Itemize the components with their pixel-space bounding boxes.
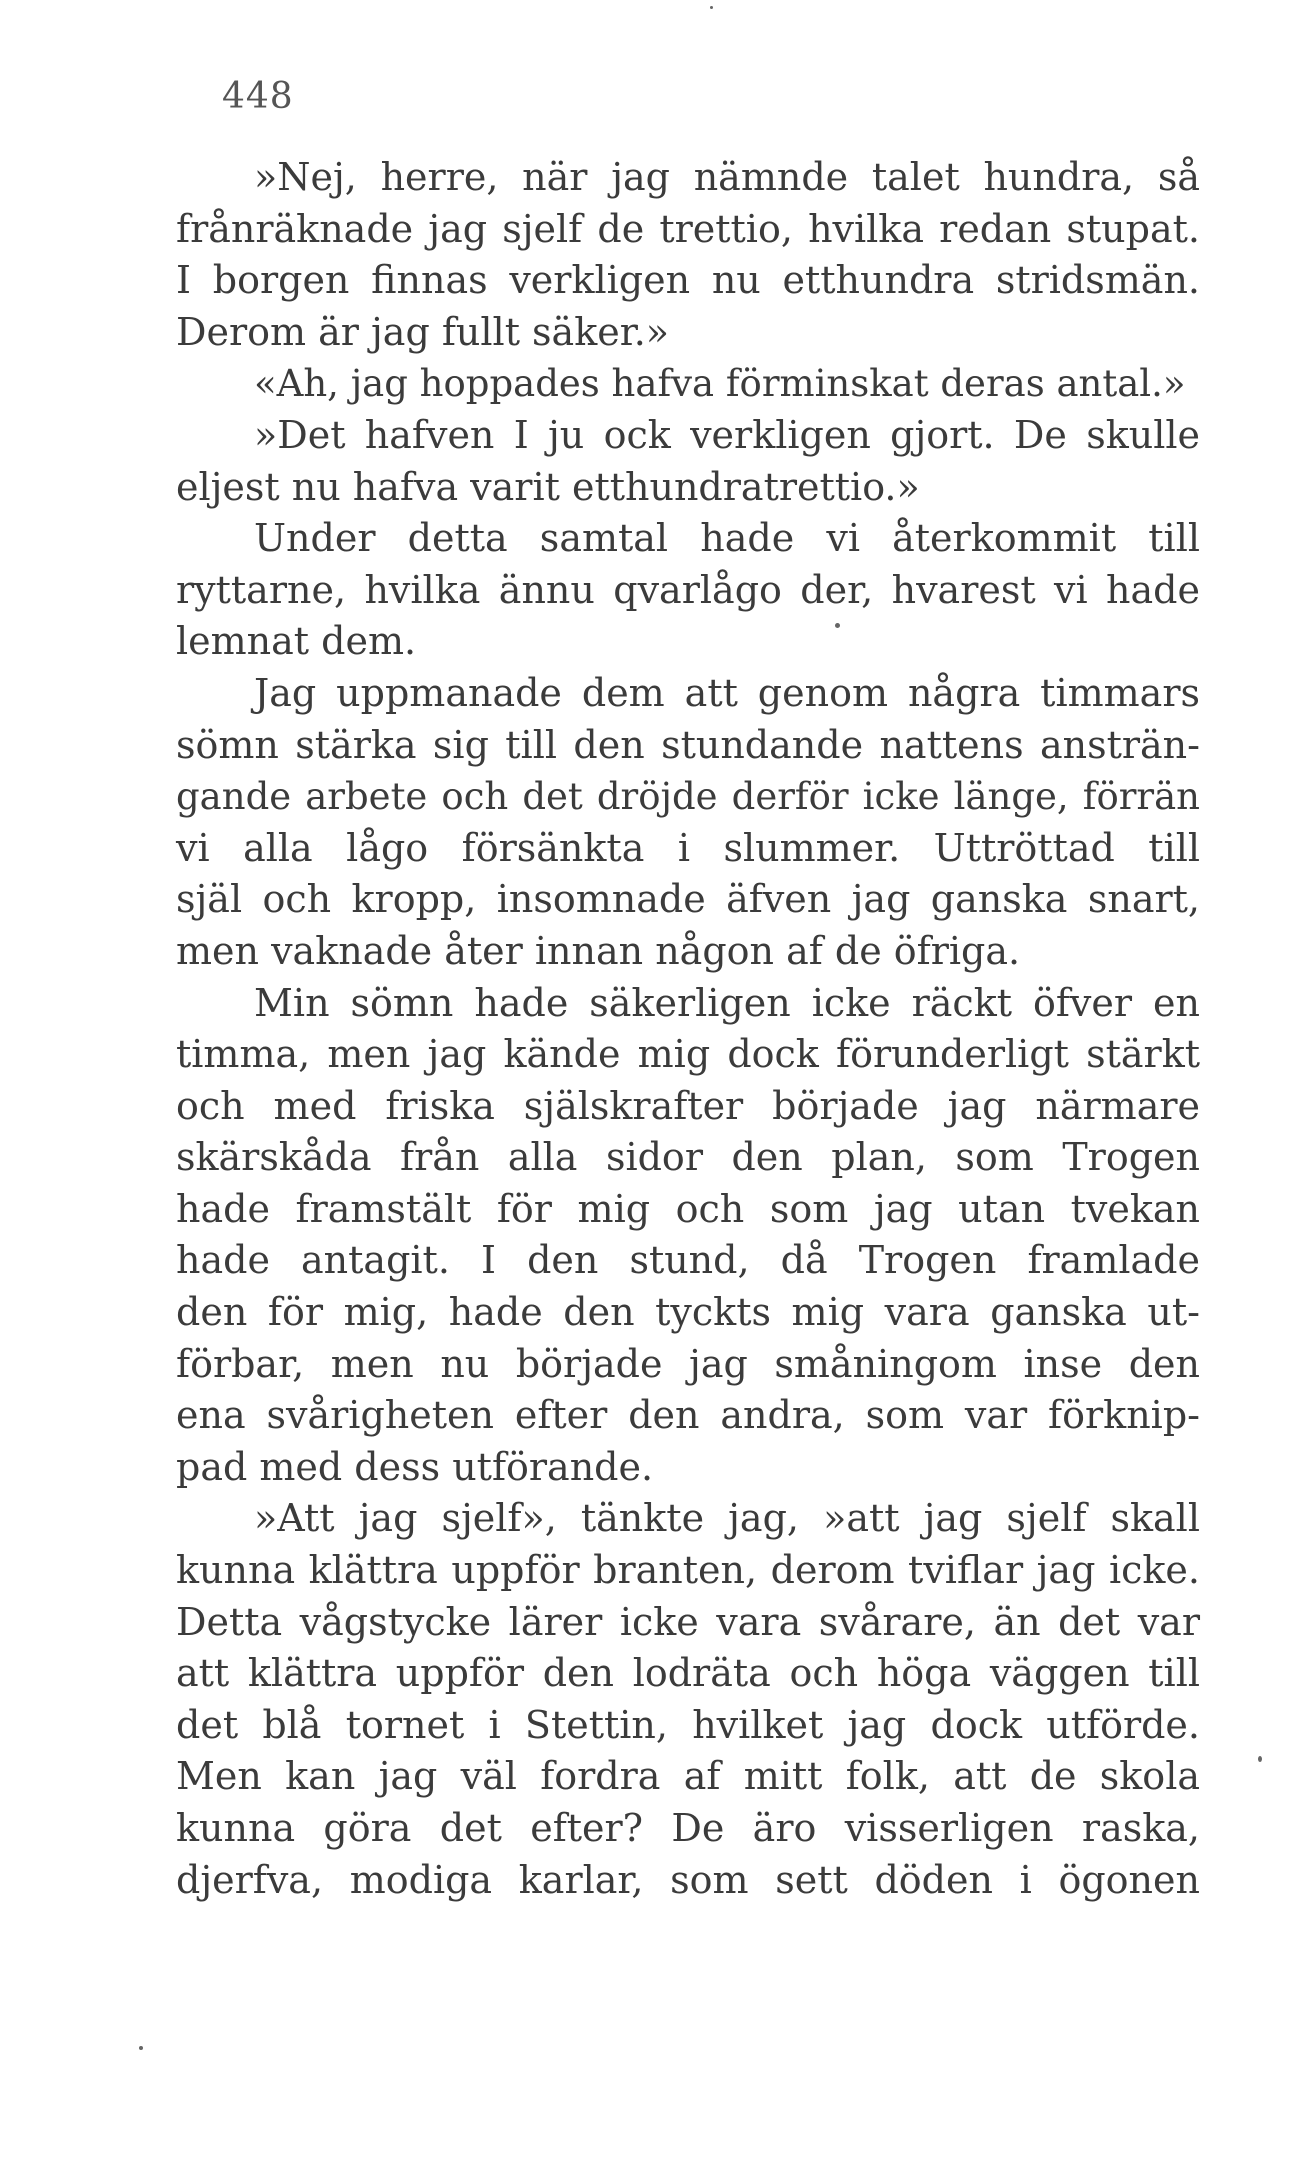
- print-speck: [139, 2046, 143, 2050]
- text-line: Under detta samtal hade vi återkommit till: [254, 516, 1200, 561]
- text-line: pad med dess utförande.: [176, 1444, 654, 1489]
- text-line: kunna göra det efter? De äro visserligen raska,: [176, 1806, 1200, 1850]
- text-line: ena svårigheten efter den andra, som var förknip-: [176, 1393, 1200, 1438]
- text-line: ryttarne, hvilka ännu qvarlågo der, hvarest vi hade: [176, 567, 1200, 612]
- text-line: Min sömn hade säkerligen icke räckt öfver en: [254, 980, 1200, 1025]
- text-line: själ och kropp, insomnade äfven jag ganska snart,: [176, 877, 1200, 922]
- print-speck: [710, 6, 713, 9]
- text-line: Derom är jag fullt säker.»: [176, 309, 670, 354]
- text-line: sömn stärka sig till den stundande nattens ansträn-: [176, 722, 1200, 767]
- text-line: Detta vågstycke lärer icke vara svårare, än det var: [176, 1599, 1200, 1644]
- text-line: »Att jag sjelf», tänkte jag, »att jag sjelf skall: [254, 1496, 1200, 1541]
- text-line: frånräknade jag sjelf de trettio, hvilka redan stupat.: [176, 206, 1200, 251]
- body-text: [176, 152, 1200, 1906]
- text-line: Men kan jag väl fordra af mitt folk, att de skola: [176, 1754, 1200, 1799]
- text-line: skärskåda från alla sidor den plan, som Trogen: [176, 1135, 1200, 1180]
- text-line: och med friska själskrafter började jag närmare: [176, 1083, 1200, 1128]
- print-speck: [1258, 1756, 1262, 1762]
- text-line: «Ah, jag hoppades hafva förminskat deras antal.»: [254, 362, 1186, 406]
- text-line: att klättra uppför den lodräta och höga väggen till: [176, 1651, 1200, 1696]
- text-line: eljest nu hafva varit etthundratrettio.»: [176, 464, 920, 509]
- text-line: den för mig, hade den tyckts mig vara ganska ut-: [176, 1290, 1200, 1335]
- text-line: kunna klättra uppför branten, derom tviflar jag icke.: [176, 1548, 1200, 1593]
- page-number: 448: [222, 76, 294, 117]
- text-line: I borgen finnas verkligen nu etthundra stridsmän.: [176, 258, 1200, 303]
- text-line: gande arbete och det dröjde derför icke länge, förrän: [176, 775, 1200, 819]
- text-line: djerfva, modiga karlar, som sett döden i ögonen: [176, 1857, 1200, 1902]
- text-line: lemnat dem.: [176, 619, 417, 664]
- text-line: »Nej, herre, när jag nämnde talet hundra, så: [254, 155, 1200, 199]
- text-line: hade antagit. I den stund, då Trogen framlade: [176, 1238, 1200, 1283]
- print-speck: [835, 623, 840, 628]
- text-line: Jag uppmanade dem att genom några timmars: [254, 670, 1200, 715]
- text-line: vi alla lågo försänkta i slummer. Uttröttad till: [176, 825, 1200, 870]
- text-line: men vaknade åter innan någon af de öfriga.: [176, 928, 1021, 973]
- text-line: timma, men jag kände mig dock förunderligt stärkt: [176, 1032, 1200, 1077]
- text-line: hade framstält för mig och som jag utan tvekan: [176, 1186, 1200, 1231]
- text-line: förbar, men nu började jag småningom inse den: [176, 1341, 1200, 1386]
- text-line: det blå tornet i Stettin, hvilket jag dock utförde.: [176, 1702, 1200, 1747]
- text-line: »Det hafven I ju ock verkligen gjort. De skulle: [254, 412, 1200, 457]
